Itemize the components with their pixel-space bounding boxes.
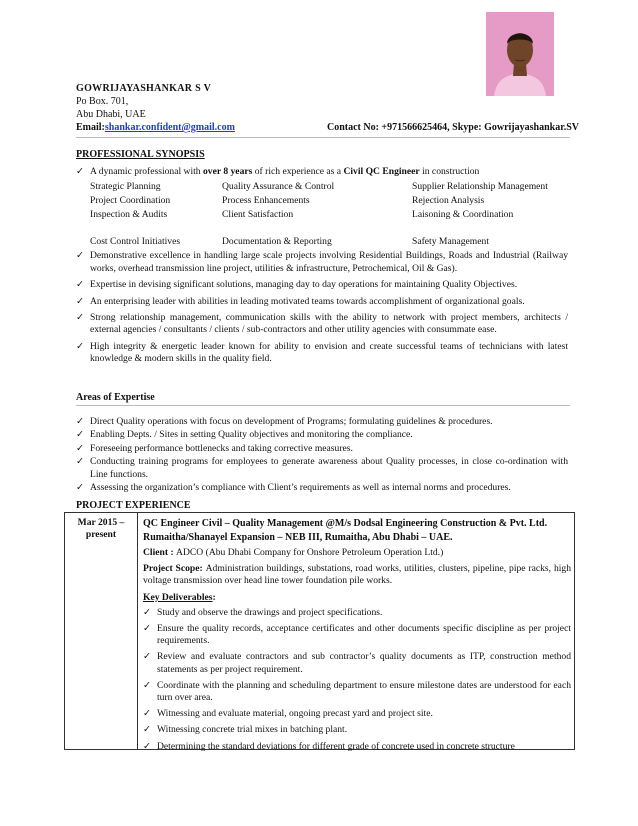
check-icon: ✓ — [76, 166, 84, 177]
skill-item: Strategic Planning — [90, 181, 161, 193]
expertise-title: Areas of Expertise — [76, 392, 155, 403]
check-icon: ✓ — [76, 482, 84, 494]
synopsis-bullet: ✓ Expertise in devising significant solutions, managing day to day operations for maintaining Quality Objectives. — [76, 279, 518, 291]
check-icon: ✓ — [76, 312, 84, 323]
synopsis-bullet: ✓ Demonstrative excellence in handling large scale projects involving Residential Buildings, Roads and Industrial (Railway works, overhead transmission line project, utilities & infrastructure, Petrochemical, Oil & Gas). — [76, 250, 568, 274]
skill-item: Laisoning & Coordination — [412, 208, 514, 220]
check-icon: ✓ — [143, 679, 151, 691]
skill-item: Safety Management — [412, 235, 489, 247]
address-line-2: Abu Dhabi, UAE — [76, 109, 146, 120]
skill-spacer — [222, 221, 412, 235]
email-label: Email: — [76, 122, 105, 133]
header-divider — [76, 137, 570, 138]
address-line-1: Po Box. 701, — [76, 96, 129, 107]
expertise-bullet: ✓ Assessing the organization’s compliance with Client’s requirements as well as internal norms and procedures. — [76, 482, 511, 494]
experience-table — [64, 512, 575, 750]
check-icon: ✓ — [143, 708, 151, 720]
skill-item: Quality Assurance & Control — [222, 181, 335, 193]
check-icon: ✓ — [143, 606, 151, 618]
check-icon: ✓ — [76, 429, 84, 441]
skill-item: Documentation & Reporting — [222, 235, 332, 247]
deliverable-item: ✓ Witnessing and evaluate material, ongoing precast yard and project site. — [143, 708, 433, 720]
check-icon: ✓ — [143, 724, 151, 736]
check-icon: ✓ — [76, 416, 84, 427]
expertise-divider — [76, 405, 570, 406]
skill-item: Cost Control Initiatives — [90, 235, 181, 247]
synopsis-title: PROFESSIONAL SYNOPSIS — [76, 149, 205, 160]
check-icon: ✓ — [76, 340, 84, 352]
check-icon: ✓ — [76, 442, 84, 454]
skill-item: Supplier Relationship Management — [412, 181, 548, 193]
deliverable-item: ✓ Ensure the quality records, acceptance certificates and other documents specific discipline as per project requirements. — [143, 623, 571, 647]
check-icon: ✓ — [143, 623, 151, 635]
deliverable-item: ✓ Review and evaluate contractors and sub contractor’s quality documents as ITP, construction method statements as per project requirement. — [143, 651, 571, 675]
expertise-section — [76, 416, 568, 495]
check-icon: ✓ — [76, 250, 84, 262]
role-title: QC Engineer Civil – Quality Management @M/s Dodsal Engineering Construction & Pvt. Ltd. — [143, 518, 548, 529]
project-location: Rumaitha/Shanayel Expansion – NEB III, Rumaitha, Abu Dhabi – UAE. — [143, 531, 453, 543]
deliverable-item: ✓ Witnessing concrete trial mixes in batching plant. — [143, 724, 348, 736]
deliverable-item: ✓ Study and observe the drawings and project specifications. — [143, 606, 383, 618]
client-line: Client : ADCO (Abu Dhabi Company for Onshore Petroleum Operation Ltd.) — [143, 547, 444, 558]
synopsis-bullet: ✓ Strong relationship management, communication skills with the ability to network with project members, architects / external agencies / consultants / clients / sub-contractors and other utility agencies with consummate ease. — [76, 312, 568, 336]
contact-header — [76, 82, 596, 134]
expertise-bullet: ✓ Direct Quality operations with focus on development of Programs; formulating guidelines & procedures. — [76, 416, 493, 427]
deliverable-item: ✓ Coordinate with the planning and scheduling department to ensure milestone dates are understood for each turn over area. — [143, 679, 571, 704]
synopsis-bullet: ✓ An enterprising leader with abilities in leading motivated teams towards accomplishment of organizational goals. — [76, 295, 525, 307]
check-icon: ✓ — [143, 651, 151, 663]
skill-spacer — [412, 221, 582, 235]
skill-spacer — [90, 221, 222, 235]
check-icon: ✓ — [76, 456, 84, 468]
email-link[interactable]: shankar.confident@gmail.com — [104, 122, 235, 133]
skill-item: Rejection Analysis — [412, 195, 485, 206]
experience-title: PROJECT EXPERIENCE — [76, 500, 191, 511]
skill-item: Process Enhancements — [222, 195, 310, 206]
skill-item: Client Satisfaction — [222, 208, 294, 220]
project-scope: Project Scope: Administration buildings, substations, road works, utilities, clusters, pipeline, pipe racks, high voltage transmission over head line tower foundation pile works. — [143, 563, 572, 587]
skill-item: Inspection & Audits — [90, 208, 168, 220]
expertise-bullet: ✓ Enabling Depts. / Sites in setting Quality objectives and monitoring the compliance. — [76, 429, 413, 441]
contact-info: Contact No: +971566625464, Skype: Gowrijayashankar.SV — [327, 122, 580, 133]
synopsis-intro: ✓ A dynamic professional with over 8 years of rich experience as a Civil QC Engineer in construction — [76, 166, 480, 177]
check-icon: ✓ — [76, 279, 84, 291]
expertise-bullet: ✓ Conducting training programs for employees to generate awareness about Quality processes, in close co-ordination with Line functions. — [76, 456, 568, 480]
synopsis-section — [76, 166, 568, 370]
expertise-bullet: ✓ Foreseeing performance bottlenecks and taking corrective measures. — [76, 442, 353, 454]
candidate-name: GOWRIJAYASHANKAR S V — [76, 83, 212, 94]
check-icon: ✓ — [76, 295, 84, 307]
deliverable-item: ✓ Determining the standard deviations for different grade of concrete used in concrete structure — [143, 740, 515, 752]
experience-details — [143, 517, 571, 757]
email-row — [76, 121, 596, 134]
check-icon: ✓ — [143, 740, 151, 752]
experience-date: Mar 2015 – present — [65, 513, 138, 749]
deliverables-heading: Key Deliverables: — [143, 591, 216, 603]
skills-grid — [76, 180, 568, 248]
skill-item: Project Coordination — [90, 195, 171, 206]
synopsis-bullet: ✓ High integrity & energetic leader known for ability to envision and create successful teams of technicians with latest knowledge & modern skills in the quality field. — [76, 340, 568, 365]
